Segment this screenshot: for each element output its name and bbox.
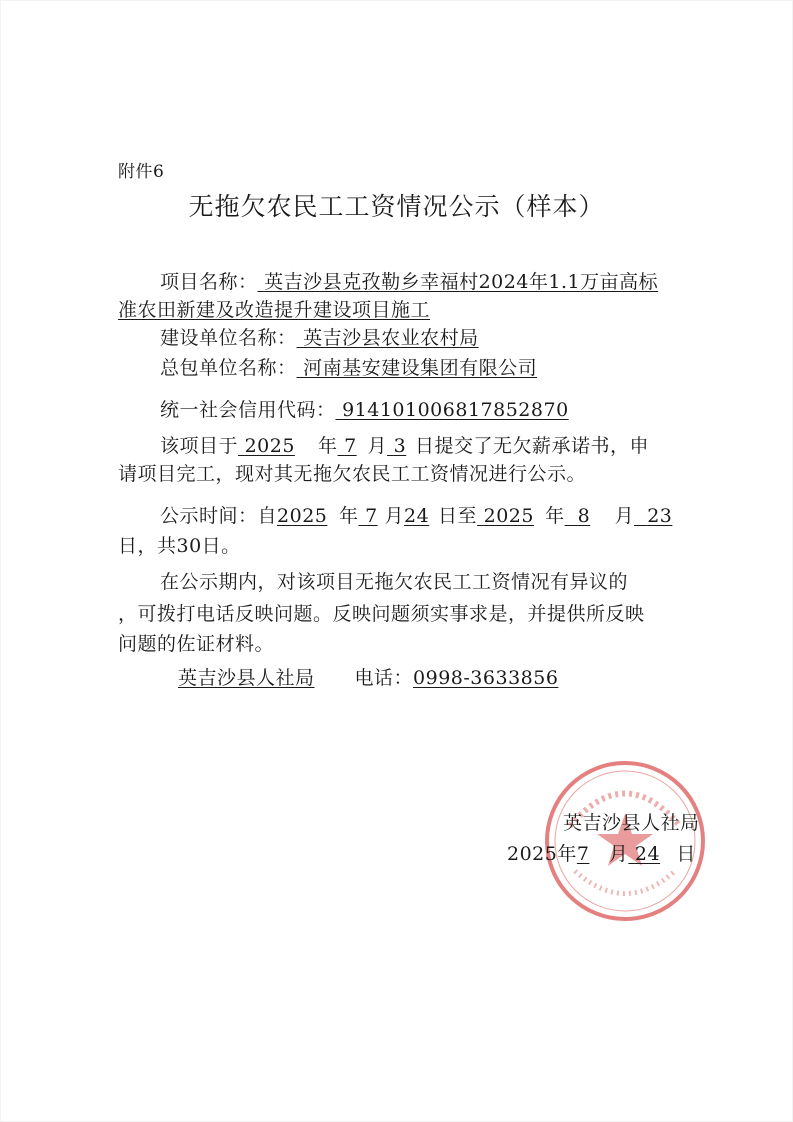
signature-month: 7 (576, 843, 590, 865)
contractor-row (160, 356, 537, 380)
contact-phone: 0998-3633856 (413, 667, 559, 689)
commitment-suffix: 日提交了无欠薪承诺书，申 (415, 435, 650, 457)
period-end-day: 23 (647, 505, 673, 527)
period-year-unit: 年 (339, 505, 359, 527)
commitment-year: 2025 (244, 435, 295, 457)
commitment-line2: 请项目完工，现对其无拖欠农民工工资情况进行公示。 (118, 463, 587, 485)
signature-month-unit: 月 (608, 843, 629, 865)
attachment-label: 附件6 (118, 162, 165, 182)
credit-code-label: 统一社会信用代码： (160, 399, 336, 421)
period-start-day: 24 (404, 505, 430, 527)
page-title: 无拖欠农民工工资情况公示（样本） (188, 192, 605, 221)
contact-office: 英吉沙县人社局 (178, 667, 315, 689)
signature-day: 24 (634, 843, 661, 865)
period-end-month: 8 (577, 505, 591, 527)
contact-row (178, 666, 558, 690)
commitment-prefix: 该项目于 (160, 435, 239, 457)
objection-line3: 问题的佐证材料。 (118, 633, 275, 655)
credit-code-row (160, 398, 569, 422)
commitment-row (160, 434, 649, 458)
signature-year: 2025年 (507, 843, 577, 865)
period-start-month: 7 (365, 505, 378, 527)
commitment-month-unit: 月 (367, 435, 388, 457)
project-name-row (160, 270, 658, 294)
period-end-month-unit: 月 (614, 505, 635, 527)
period-end-year: 2025 (483, 505, 534, 527)
commitment-year-unit: 年 (318, 435, 338, 457)
period-row (160, 504, 676, 528)
project-name-label: 项目名称： (160, 271, 258, 293)
project-name-value-line1: 英吉沙县克孜勒乡幸福村2024年1.1万亩高标 (264, 271, 659, 293)
project-name-row-2 (118, 298, 430, 322)
contractor-label: 总包单位名称： (160, 357, 297, 379)
credit-code-value: 914101006817852870 (342, 399, 569, 421)
signature-office: 英吉沙县人社局 (563, 812, 700, 834)
period-month-unit: 月 (384, 505, 405, 527)
commitment-month: 7 (344, 435, 357, 457)
signature-date (507, 842, 696, 866)
contact-phone-label: 电话： (354, 667, 414, 689)
period-to-text: 日至 (438, 505, 478, 527)
period-prefix: 公示时间：自 (160, 505, 278, 527)
builder-value: 英吉沙县农业农村局 (303, 327, 479, 349)
project-name-value-line2: 准农田新建及改造提升建设项目施工 (118, 299, 431, 321)
commitment-day: 3 (393, 435, 407, 457)
period-start-year: 2025 (277, 505, 328, 527)
builder-row (160, 326, 479, 350)
period-end-year-unit: 年 (545, 505, 565, 527)
objection-line1: 在公示期内，对该项目无拖欠农民工工资情况有异议的 (160, 571, 629, 593)
signature-day-unit: 日 (676, 843, 696, 865)
official-seal-icon (540, 756, 710, 926)
period-line2: 日，共30日。 (118, 535, 241, 557)
objection-line2: ，可拨打电话反映问题。反映问题须实事求是，并提供所反映 (118, 603, 645, 625)
contractor-value: 河南基安建设集团有限公司 (303, 357, 538, 379)
builder-label: 建设单位名称： (160, 327, 297, 349)
